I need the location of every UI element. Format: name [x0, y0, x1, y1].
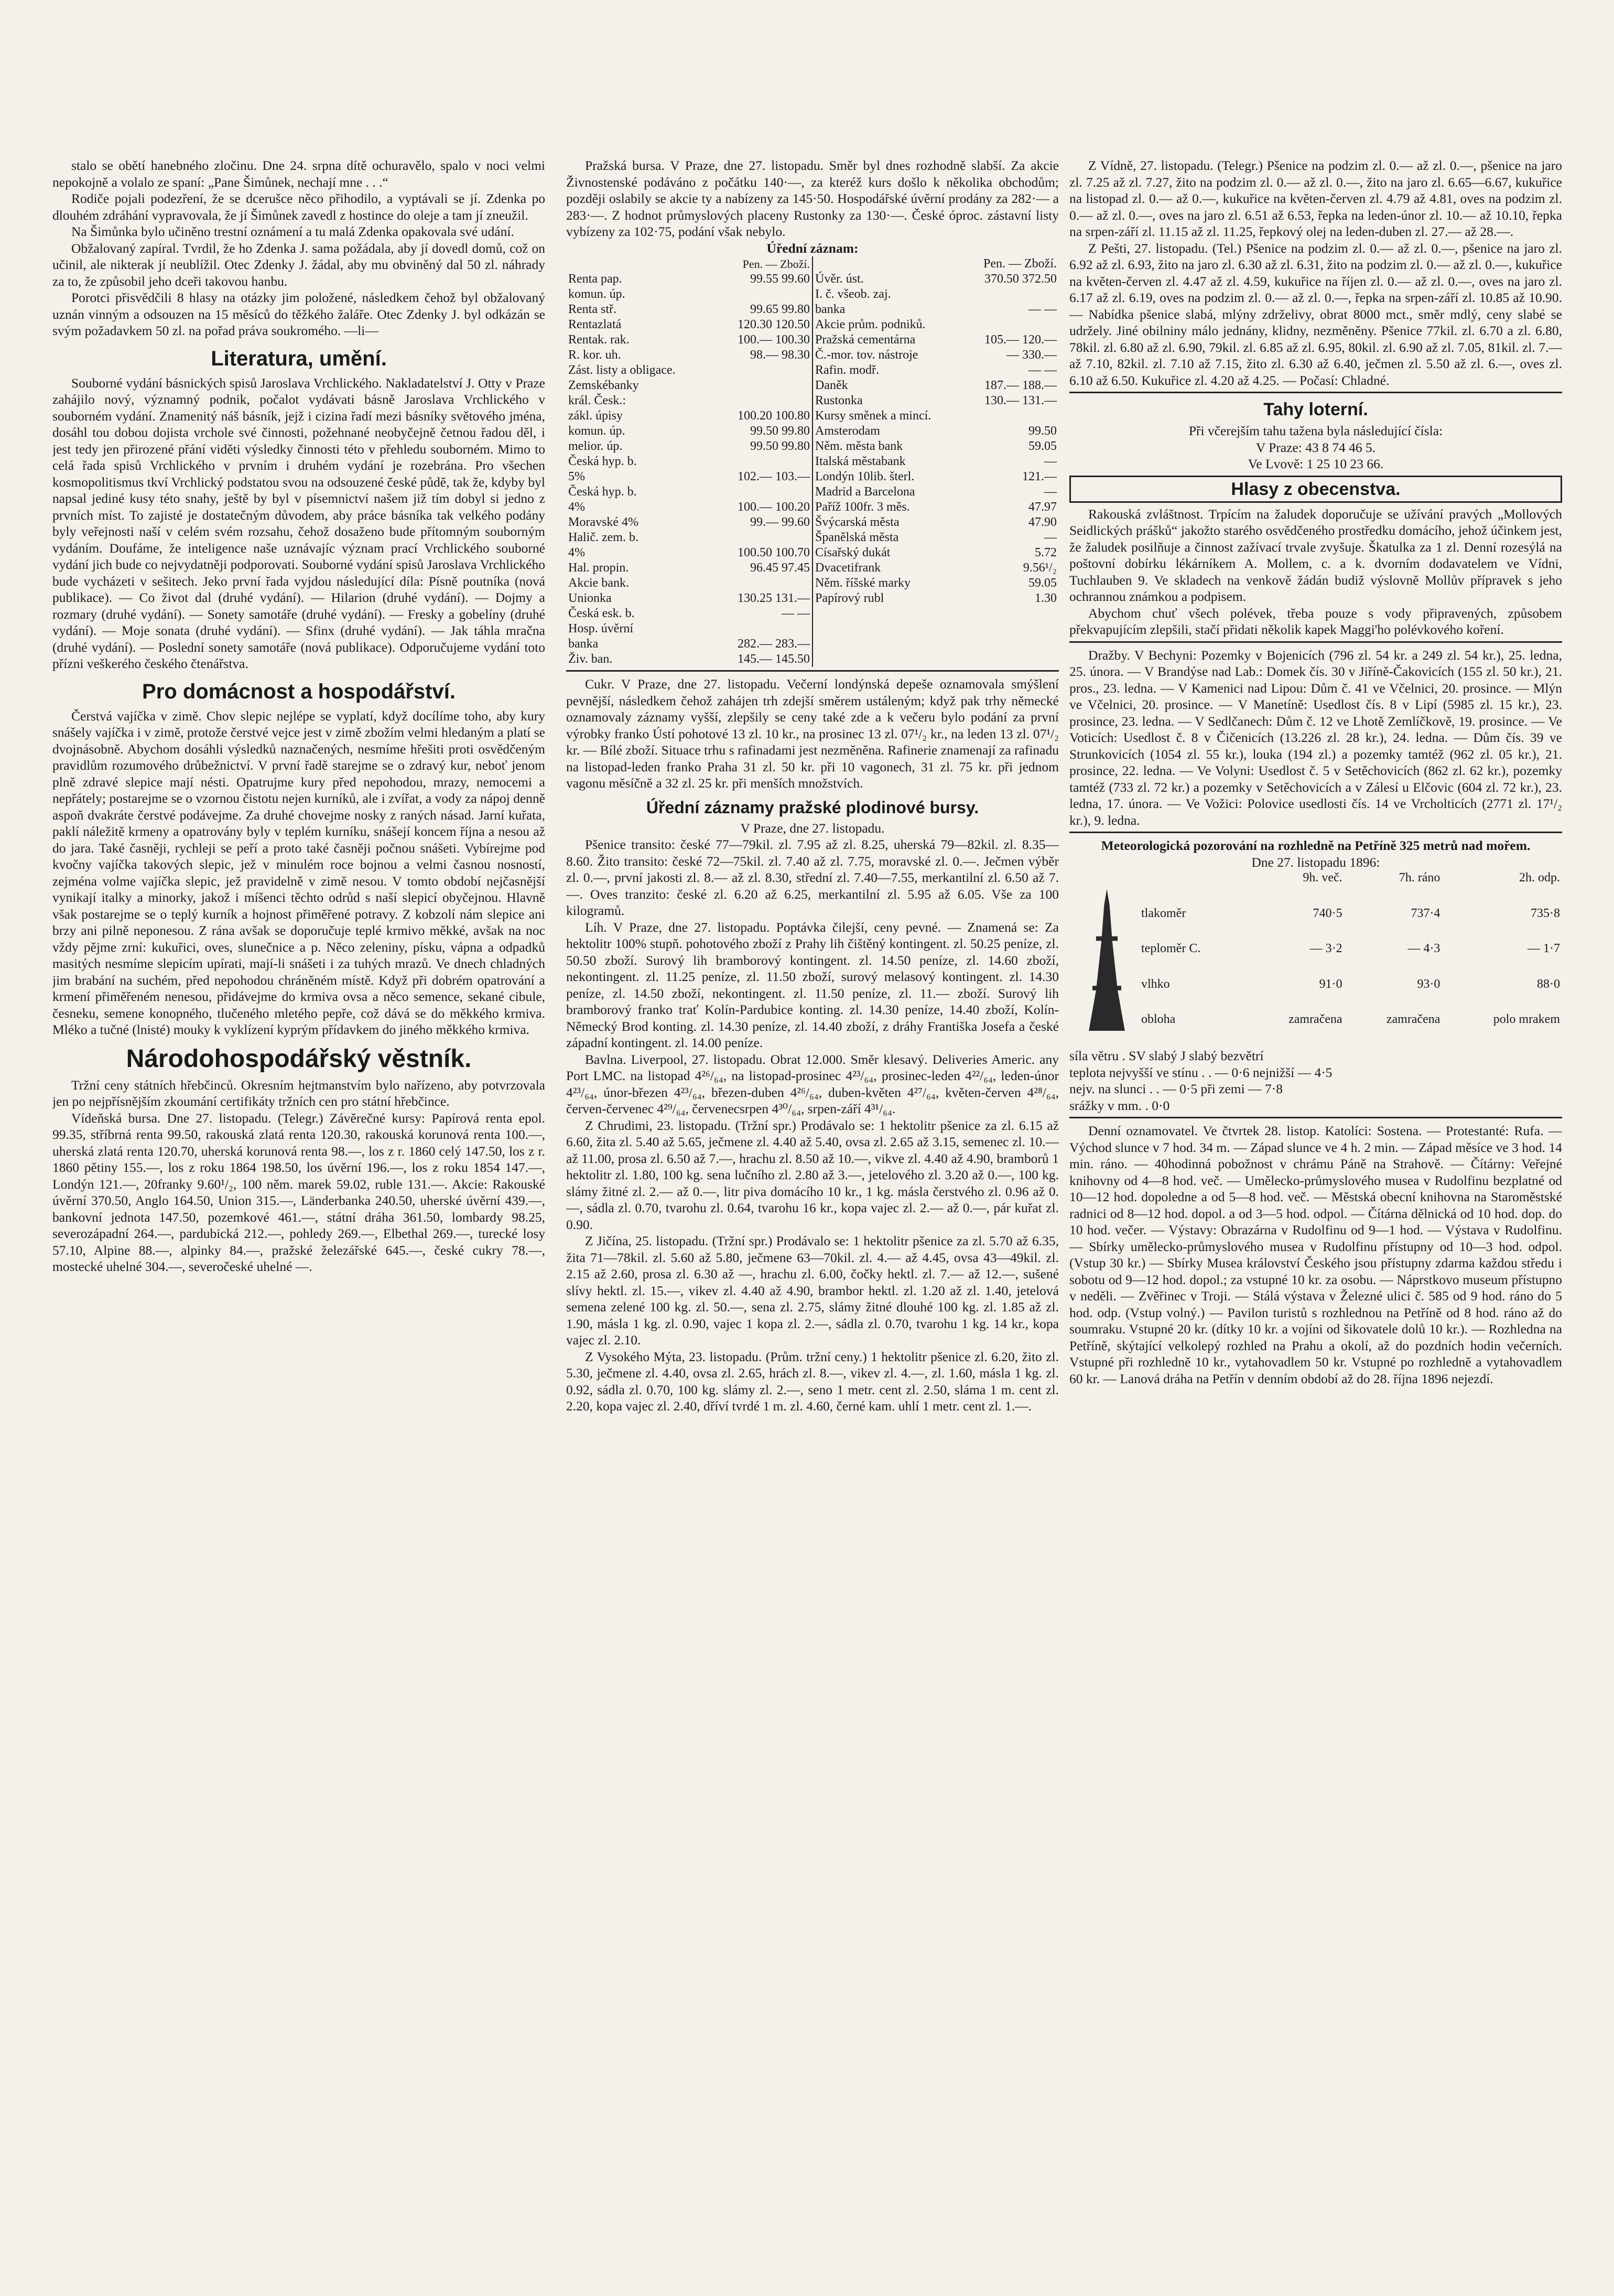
- bursa-right-cell: [813, 256, 962, 272]
- bursa-left-row: [566, 439, 812, 454]
- bursa-table-right: [813, 256, 1059, 606]
- meteo-cell: zamračena: [1386, 1012, 1440, 1027]
- article-text: Bavlna. Liverpool, 27. listopadu. Obrat 12.000. Směr klesavý. Deliveries Americ. any Port LMC. na listopad 4²⁶/₆₄, na listopad-prosinec 4²³/₆₄, prosinec-leden 4²²/₆₄, leden-únor 4²³/₆₄, únor-březen 4²³/₆₄, březen-duben 4²⁶/₆₄, duben-květen 4²⁷/₆₄, květen-červen 4²⁸/₆₄, červen-červenec 4²⁹/₆₄, červenecsrpen 4³⁰/₆₄, srpen-září 4³¹/₆₄.: [566, 1051, 1059, 1116]
- bursa-left-cell: 99.55 99.60: [750, 272, 810, 286]
- bursa-left-cell: 99.— 99.60: [750, 515, 810, 529]
- bursa-right-row: [813, 484, 1059, 500]
- meteo-table: [1139, 870, 1562, 1048]
- bursa-right-cell: Císařský dukát: [815, 546, 891, 559]
- bursa-left-cell: Živ. ban.: [568, 652, 613, 666]
- bursa-left-cell: [712, 454, 812, 469]
- section-heading-plodinova-bursa: Úřední záznamy pražské plodinové bursy.: [646, 797, 979, 817]
- bursa-right-cell: [962, 317, 1059, 332]
- bursa-right-row: [813, 515, 1059, 530]
- meteo-cell: — 3·2: [1309, 942, 1342, 956]
- article-text: Rakouská zvláštnost. Trpícím na žaludek doporučuje se užívání pravých „Mollových Seidlických prášků“ jakožto starého osvědčeného prostředku domácího, jehož účinkem jest, že žaludek posilňuje a činnost zažívací trvale zvyšuje. Škatulka za 1 zl. Denní rozesýlá na poštovní dobírku lékárníkem A. Mollem, c. a k. dvorním dodavatelem ve Vídni, Tuchlauben 9. Ve skladech na venkově žádán budiž výslovně Mollův přípravek s jeho ochrannou známkou a podpisem.: [1069, 506, 1562, 604]
- bursa-right-cell: Paříž 100fr. 3 měs.: [815, 500, 910, 514]
- bursa-right-cell: 1.30: [1035, 591, 1057, 605]
- bursa-left-row: [566, 545, 812, 560]
- bursa-left-cell: Renta stř.: [568, 303, 616, 316]
- bursa-right-cell: Papírový rubl: [815, 591, 884, 605]
- bursa-table-left: [566, 256, 812, 667]
- meteo-row: [1139, 941, 1562, 977]
- bursa-left-row: [566, 576, 812, 591]
- bursa-left-cell: [712, 530, 812, 545]
- article-text: Z Vídně, 27. listopadu. (Telegr.) Pšenice na podzim zl. 0.— až zl. 0.—, pšenice na jaro zl. 7.25 až zl. 7.27, žito na podzim zl. 0.— až zl. 0.—, žito na jaro zl. 6.65—6.67, kukuřice na listopad zl. 0.— až 0.—, kukuřice na květen-červen zl. 4.79 až 4.81, oves na podzim zl. 0.— až zl. 0.—, oves na jaro zl. 6.51 až 6.53, řepka na leden-únor zl. 10.— až 10.10, řepka na srpen-září zl. 11.15 až zl. 11.25, řepkový olej na leden-duben zl. 27.— až 28.—.: [1069, 158, 1562, 239]
- bursa-left-cell: Hal. propin.: [568, 561, 629, 575]
- bursa-left-row: [566, 378, 812, 393]
- bursa-right-cell: 9.56¹/₂: [1023, 561, 1057, 575]
- meteo-cell: 740·5: [1313, 906, 1342, 920]
- article-text: Denní oznamovatel. Ve čtvrtek 28. listop. Katolíci: Sostena. — Protestanté: Rufa. — Východ slunce v 7 hod. 34 m. — Západ slunce ve 4 h. 2 min. — Západ měsíce ve 3 hod. 14 min. ráno. — 40hodinná pobožnost v chrámu Páně na Strahově. — Čítárny: Veřejné knihovny od 4—8 hod. več. — Umělecko-průmyslového musea v Rudolfinu bezplatné od 10—12 hod. dopoledne a od 5—8 hod. več. — Městská obecní knihovna na Staroměstské radnici od 8—12 hod. dopol. a od 3—5 hod. odpol. — Čítárna dělnická od 10 hod. dop. do 10 hod. večer. — Výstavy: Obrazárna v Rudolfinu od 9—1 hod. — Výstava v Rudolfinu. — Sbírky umělecko-průmyslového musea v Rudolfinu přístupny od 10—3 hod. odpol. (Vstup 30 kr.) — Sbírky Musea království Českého jsou přístupny zdarma každou středu i sobotu od 9—12 hod. dopol.; za vstupné 10 kr. za osobu. — Náprstkovo museum přístupno v neděli. — Zvěřinec v Troji. — Stálá výstava v Železné ulici č. 585 od 9 hod. ráno do 5 hod. odp. (Vstup volný.) — Pavilon turistů s rozhlednou na Petříně od 8 hod. ráno až do soumraku. Vstupné 20 kr. (dítky 10 kr. a vojíni od šikovatele dolů 10 kr.). — Rozhledna na Petříně, skýtající velkolepý rozhled na Prahu a okolí, až do pozdních hodin večerních. Vstupné při rozhledně 10 kr., vytahovadlem 50 kr. Vstupné po rozhledně a vytahovadlem 60 kr. — Lanová dráha na Petřín v denním období až do 28. října 1896 nejezdí.: [1069, 1123, 1562, 1386]
- bursa-left-row: [566, 363, 812, 378]
- column-middle: [566, 157, 1059, 2249]
- article-text: Pražská bursa. V Praze, dne 27. listopadu. Směr byl dnes rozhodně slabší. Za akcie Živnostenské podáváno z počátku 140·—, za kteréž kurs došlo k několika obchodům; později oslabily se akcie ty a nabízeny za 145·50. Hospodářské úvěrní prodány za 282·— a 283·—. Z hodnot průmyslových placeny Rustonky za 130·—. České óproc. zástavní listy vybízeny za 102·75, podání však nebylo.: [566, 158, 1059, 239]
- meteo-cell: — 4·3: [1407, 942, 1440, 956]
- bursa-left-row: [566, 621, 812, 637]
- article-text: Čerstvá vajíčka v zimě. Chov slepic nejlépe se vyplatí, když docílíme toho, aby kury snášely vajíčka i v zimě, protože čerstvé vejce jest v zimě zbožím velmi hledaným a platí se dvojnásobně. Abychom dosáhli výsledků naznačených, nesmíme hřešiti proti osvědčeným pravidlům rozumového drůbežnictví. V první řadě starejme se o zdravý kur, neboť jenom plně zdravé slepice mají nésti. Opatrujme kury před nepohodou, mrazy, nemocemi a nepřátely; postarejme se o vzornou čistotu nejen kurníků, ale i zvířat, a vody za nápoj denně aspoň dvakráte čerstvé podávejme. Za druhé chovejme nosky z raných násad. Jarní kuřata, paklí náležitě krmeny a opatrovány byly v teplém kurníku, snášejí koncem října a nesou až do jara. Také časněji, rychleji se peří a proto také časněji počnou snášeti. Vybírejme pod kvočny vajíčka takových slepic, jež v minulém roce bojnou a velmi časnou nosností, zejména volme vajíčka slepic, jež pravidelně v zimě nesou. V tomto období nejčasnější vynikají italky a minorky, jakož i míšenci těchto odrůd s naší slepicí obyčejnou. Hlavně však postarejme se o teplý kurník a hojnost přiměřené potravy. Z kobzolí nám slepice ani brzy ani pilně neponesou. Z rána avšak se doporučuje teplé krmivo měkké, avšak na noc vždy pějme zrní: kukuřici, oves, slunečnice a p. Něco zeleniny, písku, vápna a odpadků masitých nesmíme slepicím upírati, mají-li snášeti i za tuhých mrazů. Ve dnech chladných jim brabání na suchém, před nepohodou chráněném místě. Když při dobrém opatrování a krmení přiměřeném nenesou, přidávejme do krmiva ovsa a něco semence, sekané cibule, česneku, semene konopného, tlučeného mletého pepře, což dává se do měkkého krmiva. Mléko a tučné (lnisté) mouky k vyklízení kyprým přídavkem do jiného měkkého krmiva.: [52, 708, 545, 1037]
- bursa-left-row: [566, 332, 812, 348]
- meteo-date: Dne 27. listopadu 1896:: [1251, 854, 1380, 870]
- bursa-right-cell: Amsterodam: [815, 424, 880, 438]
- article-text: stalo se obětí hanebného zločinu. Dne 24. srpna dítě ochuravělo, spalo v noci velmi nepokojně a volalo ze spaní: „Pane Šimůnek, nechají mne . . .“: [52, 158, 545, 190]
- bursa-left-cell: 98.— 98.30: [750, 348, 810, 362]
- lottery-praha: V Praze: 43 8 74 46 5.: [1255, 439, 1376, 455]
- bursa-left-cell: Česká hyp. b.: [568, 485, 637, 499]
- meteo-cell: vlhko: [1141, 977, 1170, 991]
- article-text: Obžalovaný zapíral. Tvrdil, že ho Zdenka J. sama požádala, aby jí dovedl domů, což on učinil, ale nikterak jí neublížil. Otec Zdenky J. žádal, aby mu obviněný dal 50 zl. náhrady za to, že způsobil jeho dceři takovou hanbu.: [52, 240, 545, 289]
- bursa-right-cell: Rafin. modř.: [815, 363, 879, 377]
- bursa-left-cell: 120.30 120.50: [738, 318, 810, 331]
- bursa-right-cell: Akcie prům. podniků.: [815, 318, 926, 331]
- bursa-right-cell: Něm. města bank: [815, 439, 903, 453]
- bursa-right-cell: Č.-mor. tov. nástroje: [815, 348, 918, 362]
- article-text: Pšenice transito: české 77—79kil. zl. 7.95 až zl. 8.25, uherská 79—82kil. zl. 8.35—8.60. Žito transito: české 72—75kil. zl. 7.40 až zl. 7.75, moravské zl. 0.—. Ječmen výběr zl. 0.—, první jakosti zl. 8.— až zl. 8.30, střední zl. 7.40—7.55, merkantilní zl. 6.50 až 7.—. Oves tranzito: české zl. 6.20 až 6.25, merkantilní zl. 5.95 až 6.05. Vše za 100 kilogramů.: [566, 837, 1059, 918]
- meteo-header-cell: 9h. več.: [1303, 871, 1342, 885]
- bursa-left-cell: 100.50 100.70: [738, 546, 810, 559]
- petrin-tower-icon: [1080, 875, 1134, 1048]
- bursa-left-cell: 99.50 99.80: [750, 439, 810, 453]
- meteo-cell: 735·8: [1531, 906, 1560, 920]
- bursa-right-cell: 130.— 131.—: [984, 394, 1057, 407]
- bursa-left-row: [566, 287, 812, 302]
- article-text: Líh. V Praze, dne 27. listopadu. Poptávka čilejší, ceny pevné. — Znamená se: Za hektolitr 100% stupň. pohotového zboží z Prahy lih čištěný kontingent. zl. 50.25 peníze, zl. 50.50 zboží. Surový lih bramborový kontingent. zl. 14.50 peníze, zl. 14.60 zboží, nekontingent. zl. 11.25 peníze, zl. 11.50 zboží, surový melasový kontingent. zl. 14.30 peníze, zl. 14.50 zboží, nekontingent. zl. 11.50 peníze, zl. 11.— zboží. Surový lih bramborový franko trať Kolín-Pardubice konting. zl. 14.30 peníze, 14.40 zboží, Kolín-Německý Brod konting. zl. 14.30 peníze, zl. 14.40 zboží, z dráhy Františka Josefa a české západní kontingent. zl. 14.00 peníze.: [566, 919, 1059, 1050]
- meteo-cell: 91·0: [1319, 977, 1342, 991]
- bursa-left-cell: [712, 621, 812, 637]
- bursa-right-cell: Pražská cementárna: [815, 333, 916, 347]
- bursa-right-cell: 105.— 120.—: [984, 333, 1057, 347]
- bursa-left-cell: — —: [782, 607, 810, 620]
- column-left: [52, 157, 545, 2249]
- bursa-right-cell: banka: [815, 303, 846, 316]
- bursa-left-row: [566, 348, 812, 363]
- bursa-right-cell: —: [1044, 485, 1057, 499]
- bursa-right-row: [813, 439, 1059, 454]
- bursa-right-row: [813, 302, 1059, 317]
- bursa-left-cell: 100.— 100.20: [738, 500, 810, 514]
- bursa-right-cell: Italská městabank: [815, 455, 906, 468]
- bursa-table: [566, 256, 1059, 667]
- bursa-right-cell: [962, 408, 1059, 424]
- bursa-left-cell: Česká esk. b.: [568, 607, 635, 620]
- bursa-right-row: [813, 287, 1059, 302]
- bursa-left-cell: král. Česk.:: [568, 394, 626, 407]
- bursa-left-cell: [712, 378, 812, 393]
- divider: [566, 670, 1059, 672]
- meteo-temp-sun: nejv. na slunci . . — 0·5 při zemi — 7·8: [1069, 1081, 1283, 1096]
- meteo-cell: zamračena: [1288, 1012, 1342, 1027]
- bursa-right-cell: Švýcarská města: [815, 515, 900, 529]
- bursa-left-row: [566, 606, 812, 621]
- bursa-left-cell: Halič. zem. b.: [568, 531, 638, 544]
- bursa-left-cell: melior. úp.: [568, 439, 623, 453]
- bursa-right-row: [813, 530, 1059, 545]
- bursa-left-cell: Rentazlatá: [568, 318, 622, 331]
- bursa-right-row: [813, 576, 1059, 591]
- divider: [1069, 1117, 1562, 1118]
- meteo-precip: srážky v mm. . 0·0: [1069, 1097, 1170, 1113]
- bursa-left-cell: Česká hyp. b.: [568, 455, 637, 468]
- bursa-right-cell: —: [1044, 531, 1057, 544]
- meteo-title: Meteorologická pozorování na rozhledně na Petříně 325 metrů nad mořem.: [1101, 838, 1531, 853]
- bursa-right-row: [813, 378, 1059, 393]
- bursa-right-cell: 5.72: [1035, 546, 1057, 559]
- bursa-left-row: [566, 637, 812, 652]
- bursa-right-row: [813, 393, 1059, 408]
- bursa-left-cell: Akcie bank.: [568, 576, 629, 590]
- section-heading-literatura: Literatura, umění.: [211, 347, 387, 370]
- bursa-right-cell: Daněk: [815, 379, 848, 392]
- meteo-cell: — 1·7: [1528, 942, 1560, 956]
- bursa-left-cell: 99.65 99.80: [750, 303, 810, 316]
- bursa-left-row: [566, 560, 812, 576]
- bursa-right-row: [813, 500, 1059, 515]
- lottery-lvov: Ve Lvově: 1 25 10 23 66.: [1248, 456, 1384, 471]
- bursa-left-row: [566, 302, 812, 317]
- bursa-left-cell: Zemskébanky: [568, 379, 639, 392]
- meteo-cell: 88·0: [1537, 977, 1560, 991]
- bursa-left-cell: 100.— 100.30: [738, 333, 810, 347]
- bursa-left-cell: komun. úp.: [568, 424, 625, 438]
- bursa-left-cell: [712, 484, 812, 500]
- bursa-left-cell: Unionka: [568, 591, 612, 605]
- bursa-left-row: [566, 393, 812, 408]
- bursa-right-cell: — —: [1028, 303, 1057, 316]
- bursa-left-row: [566, 530, 812, 545]
- bursa-left-cell: [712, 576, 812, 591]
- bursa-right-cell: — 330.—: [1006, 348, 1057, 362]
- article-text: Vídeňská bursa. Dne 27. listopadu. (Telegr.) Závěrečné kursy: Papírová renta epol. 99.35, stříbrná renta 99.50, rakouská zlatá renta 120.30, rakouská korunová renta 100.—, uherská zlatá renta 120.70, uherská korunová renta 98.—, los z r. 1860 celý 147.50, los z r. 1860 pětiny 155.—, los z roku 1864 198.50, los úvěrní 196.—, los z roku 1854 147.—, Londýn 121.—, 20franky 9.60¹/₂, 100 něm. marek 59.02, ruble 131.—. Akcie: Rakouské úvěrní 370.50, Anglo 164.50, Union 315.—, Länderbanka 240.50, uherské úvěrní 439.—, bankovní jednota 147.50, pozemkové 461.—, státní dráha 361.50, lombardy 98.25, severozápadní 264.—, pardubická 212.—, pohledy 269.—, Elbethal 269.—, turecké losy 57.10, Alpine 88.—, alpinky 84.—, pražské železářské 645.—, české cukry 78.—, mostecké uhelné 304.—, severočeské uhelné —.: [52, 1110, 545, 1274]
- bursa-right-cell: Londýn 10lib. šterl.: [815, 470, 915, 483]
- meteo-cell: polo mrakem: [1493, 1012, 1560, 1027]
- meteo-header-cell: 7h. ráno: [1399, 871, 1440, 885]
- bursa-left-cell: 5%: [568, 470, 585, 483]
- article-text: Tržní ceny státních hřebčinců. Okresním hejtmanstvím bylo nařízeno, aby potvrzovala jen po nejpřísnějším zkoumání certifikáty tržních cen pro státní hřebčince.: [52, 1077, 545, 1109]
- meteo-cell: 93·0: [1417, 977, 1440, 991]
- bursa-left-cell: 145.— 145.50: [738, 652, 810, 666]
- article-text: Z Vysokého Mýta, 23. listopadu. (Prům. tržní ceny.) 1 hektolitr pšenice zl. 6.20, žito zl. 5.30, ječmene zl. 4.40, ovsa zl. 2.65, hrách zl. 8.—, vikev zl. 4.—, zl. 1.60, másla 1 kg. zl. 0.92, sádla zl. 0.70, 100 kg. slámy zl. 2.—, seno 1 metr. cent zl. 2.50, sláma 1 m. cent zl. 2.20, kopa vajec zl. 2.40, dříví tvrdé 1 m. zl. 4.60, černé kam. uhlí 1 metr. cent zl. 1.—.: [566, 1349, 1059, 1414]
- table-col-header: Pen. — Zboží.: [742, 257, 810, 271]
- dateline: V Praze, dne 27. listopadu.: [740, 820, 885, 836]
- bursa-right-cell: 370.50 372.50: [984, 272, 1057, 286]
- article-text: Na Šimůnka bylo učiněno trestní oznámení a tu malá Zdenka opakovala své udání.: [71, 224, 514, 239]
- bursa-left-cell: [712, 393, 812, 408]
- bursa-right-row: [813, 256, 1059, 272]
- bursa-left-row: [566, 424, 812, 439]
- bursa-left-cell: Zást. listy a obligace.: [568, 363, 676, 377]
- article-text: Porotci přisvědčili 8 hlasy na otázky jim položené, následkem čehož byl obžalovaný uznán vinným a odsouzen na 15 měsíců do těžkého žaláře. Otec Zdenky J. byl odkázán se svým požadavkem 50 zl. na pořad práva soukromého. —li—: [52, 290, 545, 338]
- bursa-left-row: [566, 317, 812, 332]
- bursa-left-row: [566, 652, 812, 667]
- bursa-right-row: [813, 348, 1059, 363]
- bursa-right-cell: 121.—: [1022, 470, 1057, 483]
- article-text: Z Chrudimi, 23. listopadu. (Tržní spr.) Prodávalo se: 1 hektolitr pšenice za zl. 6.15 až 6.60, žita zl. 5.40 až 5.65, ječmene zl. 4.40 až 5.40, ovsa zl. 2.65 až 3.15, semenec zl. 10.— až 11.00, prosa zl. 6.50 až 7.—, hrachu zl. 8.50 až 10.—, vikve zl. 4.40 až 4.90, bramborů 1 hektolitr zl. 1.80, 100 kg. sena lučního zl. 2.80 až 3.—, jetelového zl. 3.20 až 0.—, 100 kg. slámy žitné zl. 2.— až 0.—, litr piva domácího 10 kr., 1 kg. másla čerstvého zl. 0.96 až 0.—, sádla zl. 0.70, tvarohu zl. 0.64, tvarohu 16 kr., kopa vajec zl. 2.— až 0.—, pár kuřat zl. 0.90.: [566, 1117, 1059, 1232]
- bursa-right-cell: — —: [1028, 363, 1057, 377]
- bursa-left-cell: R. kor. uh.: [568, 348, 621, 362]
- divider: [1069, 392, 1562, 393]
- bursa-right-cell: 187.— 188.—: [984, 379, 1057, 392]
- bursa-left-cell: [712, 363, 812, 378]
- bursa-right-row: [813, 469, 1059, 484]
- meteo-temp-max: teplota nejvyšší ve stínu . . — 0·6 nejnižší — 4·5: [1069, 1064, 1333, 1080]
- bursa-left-cell: 4%: [568, 546, 585, 559]
- bursa-left-row: [566, 272, 812, 287]
- bursa-right-row: [813, 317, 1059, 332]
- lottery-intro: Při včerejším tahu tažena byla následující čísla:: [1188, 423, 1443, 438]
- divider: [1069, 641, 1562, 643]
- bursa-right-cell: —: [1044, 455, 1057, 468]
- bursa-right-cell: 47.90: [1028, 515, 1057, 529]
- bursa-left-row: [566, 408, 812, 424]
- bursa-left-cell: Renta pap.: [568, 272, 622, 286]
- bursa-right-cell: 59.05: [1028, 439, 1057, 453]
- section-heading-domacnost: Pro domácnost a hospodářství.: [142, 680, 456, 703]
- article-text: Z Jičína, 25. listopadu. (Tržní spr.) Prodávalo se: 1 hektolitr pšenice za zl. 5.70 až 6.35, žita 71—78kil. zl. 5.60 až 5.80, ječmene 63—70kil. zl. 4.— až 4.45, ovsa 43—49kil. zl. 2.15 až 2.60, prosa zl. 6.30 až —, hrachu zl. 6.00, čočky hektl. zl. 7.— až 12.—, sušené slívy hektl. zl. 15.—, vikev zl. 4.40 až 4.90, brambor hektl. zl. 1.20 až zl. 1.40, jetelová semena zelené 100 kg. zl. 50.—, sena zl. 2.75, slámy žitné dlouhé 100 kg. zl. 1.85 až zl. 1.90, másla 1 kg. zl. 0.90, vajec 1 kopa zl. 2.—, sádla zl. 0.70, tvarohu 1 kg. 14 kr., kopa vajec zl. 2.10.: [566, 1233, 1059, 1348]
- bursa-right-cell: 59.05: [1028, 576, 1057, 590]
- bursa-right-cell: [962, 287, 1059, 302]
- bursa-right-cell: Pen. — Zboží.: [983, 257, 1057, 271]
- bursa-left-row: [566, 515, 812, 530]
- bursa-right-cell: Něm. říšské marky: [815, 576, 911, 590]
- bursa-left-cell: 130.25 131.—: [738, 591, 810, 605]
- bursa-left-cell: 100.20 100.80: [738, 409, 810, 423]
- table-title: Úřední záznam:: [766, 240, 859, 256]
- meteo-wind: síla větru . SV slabý J slabý bezvětrí: [1069, 1048, 1264, 1063]
- bursa-right-cell: Dvacetifrank: [815, 561, 881, 575]
- column-right: [1069, 157, 1562, 2249]
- article-text: Souborné vydání básnických spisů Jaroslava Vrchlického. Nakladatelství J. Otty v Praze zahájilo nový, významný podnik, počalot vydávati básně Jaroslava Vrchlického v souborném vydání. Znamenitý náš básník, jejž i cizina řadí mezi básníky světového jména, dosáhl tou dobou dojista vrchole své činnosti, požehnané neobyčejně četnou řadou děl, i jest tedy jen přirozené přání viděti výsledky činnosti této v přehledu souborném. Mimo to celá řada spisů Vrchlického v prvním i druhém vydání je rozebrána. Pro všechen kosmopolitismus tkví Vrchlický podstatou svou na odsouzené české půdě, tak že, kdyby byl napsal jediné kusy této snahy, ještě by byl v písemnictví našem již tím dobyl si jedno z prvních míst. To zajisté je dostatečným důvodem, aby práce básníka tak velkého podány byly veřejnosti naší v celém svém rozsahu, čehož dosaženo bude přítomným souborným vydáním. Doufáme, že inteligence naše uznávajíc význam prací Vrchlického souborné vydání jich bude co nejvydatněji podporovati. Souborné vydání spisů Jaroslava Vrchlického bude vycházeti v sešitech. Jeko první řada vyjdou následující díla: Písně poutníka (nová publikace). — Co život dal (druhé vydání). — Hilarion (druhé vydání). — Dojmy a rozmary (druhé vydání). — Sonety samotáře (druhé vydání). — Fresky a gobelíny (druhé vydání). — Moje sonata (druhé vydání). — Sfinx (druhé vydání). — Jak táhla mračna (druhé vydání). — Poslední sonety samotáře (nová publikace). Odporučujeme vydání toto přízni veškerého českého čtenářstva.: [52, 375, 545, 671]
- section-heading-hlasy: Hlasy z obecenstva.: [1069, 476, 1562, 503]
- bursa-right-cell: Úvěr. úst.: [815, 272, 864, 286]
- bursa-right-row: [813, 272, 1059, 287]
- section-heading-narodohospodarsky: Národohospodářský věstník.: [126, 1044, 472, 1073]
- bursa-right-cell: 99.50: [1028, 424, 1057, 438]
- bursa-left-cell: Moravské 4%: [568, 515, 638, 529]
- bursa-left-row: [566, 500, 812, 515]
- bursa-right-row: [813, 454, 1059, 469]
- bursa-left-cell: komun. úp.: [568, 287, 625, 301]
- bursa-left-row: [566, 591, 812, 606]
- bursa-left-cell: 282.— 283.—: [738, 637, 810, 651]
- bursa-left-row: [566, 484, 812, 500]
- meteo-row: [1139, 906, 1562, 942]
- bursa-right-cell: Madrid a Barcelona: [815, 485, 915, 499]
- bursa-left-cell: banka: [568, 637, 599, 651]
- bursa-left-cell: 99.50 99.80: [750, 424, 810, 438]
- meteo-cell: tlakoměr: [1141, 906, 1186, 920]
- bursa-left-cell: [712, 287, 812, 302]
- article-text: Rodiče pojali podezření, že se dcerušce něco přihodilo, a vyptávali se jí. Zdenka po dlouhém zdráhání vypravovala, že jí Šimůnek zavedl z hostince do oleje a tam jí zneužil.: [52, 191, 545, 223]
- bursa-right-row: [813, 424, 1059, 439]
- bursa-left-row: [566, 469, 812, 484]
- article-text: Dražby. V Bechyni: Pozemky v Bojenicích (796 zl. 54 kr. a 249 zl. 54 kr.), 25. ledna, 25. února. — V Brandýse nad Lab.: Domek čís. 30 v Jiříně-Čakovicích (155 zl. 50 kr.), 21. pros., 23. ledna. — V Kamenici nad Lipou: Dům č. 41 ve Včelnici, 20. prosince. — Mlýn ve Včelnici, 20. prosince. — V Manetíně: Usedlost čís. 8 v Lipí (5985 zl. 15 kr.), 23. prosince, 23. ledna. — V Sedlčanech: Dům č. 12 ve Lhotě Zemlíčkově, 19. prosince. — Ve Voticích: Usedlost č. 8 v Čičenicích (13.226 zl. 28 kr.), 24. ledna. — Dům čís. 39 ve Strunkovicích (1054 zl. 55 kr.), louka (194 zl.) a pozemky tamtéž (962 zl. 05 kr.), 21. prosince, 22. ledna. — Ve Volyni: Usedlost č. 5 v Setěchovicích (862 zl. 62 kr.), pozemky tamtéž (733 zl. 72 kr.) a pozemky v Setěchovicích a v Zálesí u Elčovic (604 zl. 72 kr.), 23. ledna, 17. února. — Ve Vožici: Polovice usedlosti čís. 14 ve Vrcholticích (2771 zl. 17¹/₂ kr.), 9. ledna.: [1069, 647, 1562, 828]
- bursa-left-cell: Hosp. úvěrní: [568, 622, 633, 635]
- meteo-cell: obloha: [1141, 1012, 1176, 1027]
- bursa-left-cell: 4%: [568, 500, 585, 514]
- bursa-right-row: [813, 560, 1059, 576]
- bursa-right-cell: Španělská města: [815, 531, 899, 544]
- bursa-right-row: [813, 545, 1059, 560]
- bursa-right-cell: Kursy směnek a mincí.: [815, 409, 931, 423]
- bursa-right-row: [813, 363, 1059, 378]
- meteo-header-cell: 2h. odp.: [1519, 871, 1560, 885]
- meteo-header-cell: [1139, 870, 1247, 906]
- section-heading-tahy-loterni: Tahy loterní.: [1263, 400, 1368, 419]
- bursa-right-cell: 47.97: [1028, 500, 1057, 514]
- article-text: Z Pešti, 27. listopadu. (Tel.) Pšenice na podzim zl. 0.— až zl. 0.—, pšenice na jaro zl. 6.92 až zl. 6.93, žito na jaro zl. 6.30 až zl. 6.31, žito na podzim zl. 0.— až zl. 0.—, kukuřice na květen-červen zl. 4.47 až zl. 4.59, kukuřice na říjen zl. 0.— až zl. 0.—, oves na jaro zl. 6.17 až zl. 6.19, oves na podzim zl. 0.— až zl. 0.—, řepka na srpen-září zl. 10.85 až 10.90. — Nabídka pšenice slabá, mlýny zdrželivy, obrat 8000 mct., směr mdlý, ceny slabé se udržely. Jiné obilniny málo jednány, klidny, nezměněny. Pšenice 77kil. zl. 6.70 a zl. 6.80, 78kil. zl. 6.80 až zl. 6.90, 79kil. zl. 6.85 až zl. 6.95, 80kil. zl. 6.90 až zl. 7.05, 81kil. zl. 7.— až 7.10, 82kil. zl. 7.10 až 7.15, žito zl. 6.30 až 6.40, ječmen zl. 5.50 až zl. 6.—, oves zl. 6.10 až 6.50. Kukuřice zl. 4.20 až 4.25. — Počasí: Chladné.: [1069, 240, 1562, 388]
- bursa-right-cell: Rustonka: [815, 394, 863, 407]
- article-text: Cukr. V Praze, dne 27. listopadu. Večerní londýnská depeše oznamovala smýšlení pevnější, následkem čehož zahájen trh zdejší směrem ustáleným; když pak trhy německé oznamovaly záznamy vyšší, zlepšily se ceny také zde a k večeru bylo podání za první výrobky franko Ústí pohotové 13 zl. 10 kr., na prosinec 13 zl. 07¹/₂ kr., na leden 13 zl. 07¹/₂ kr. — Bílé zboží. Situace trhu s rafinadami jest nezměněna. Rafinerie znamenají za rafinadu na listopad-leden franko Praha 31 zl. 50 kr. při 10 vagonech, 31 zl. 75 kr. při jednom vagonu měsíčně a 32 zl. 25 kr. při menších množstvích.: [566, 676, 1059, 791]
- bursa-left-cell: Rentak. rak.: [568, 333, 630, 347]
- meteo-row: [1139, 1012, 1562, 1048]
- bursa-left-cell: 102.— 103.—: [738, 470, 810, 483]
- bursa-right-cell: I. č. všeob. zaj.: [815, 287, 891, 301]
- bursa-left-cell: zákl. úpisy: [568, 409, 623, 423]
- bursa-right-row: [813, 332, 1059, 348]
- bursa-left-cell: 96.45 97.45: [750, 561, 810, 575]
- bursa-right-row: [813, 591, 1059, 606]
- article-text: Abychom chuť všech polévek, třeba pouze s vody připravených, způsobem překvapujícím zlepšili, stačí přidati několik kapek Maggi'ho polévkového koření.: [1069, 605, 1562, 637]
- meteo-cell: teploměr C.: [1141, 942, 1201, 956]
- bursa-right-row: [813, 408, 1059, 424]
- bursa-left-row: [566, 454, 812, 469]
- meteo-row: [1139, 977, 1562, 1012]
- divider: [1069, 832, 1562, 833]
- meteo-cell: 737·4: [1411, 906, 1440, 920]
